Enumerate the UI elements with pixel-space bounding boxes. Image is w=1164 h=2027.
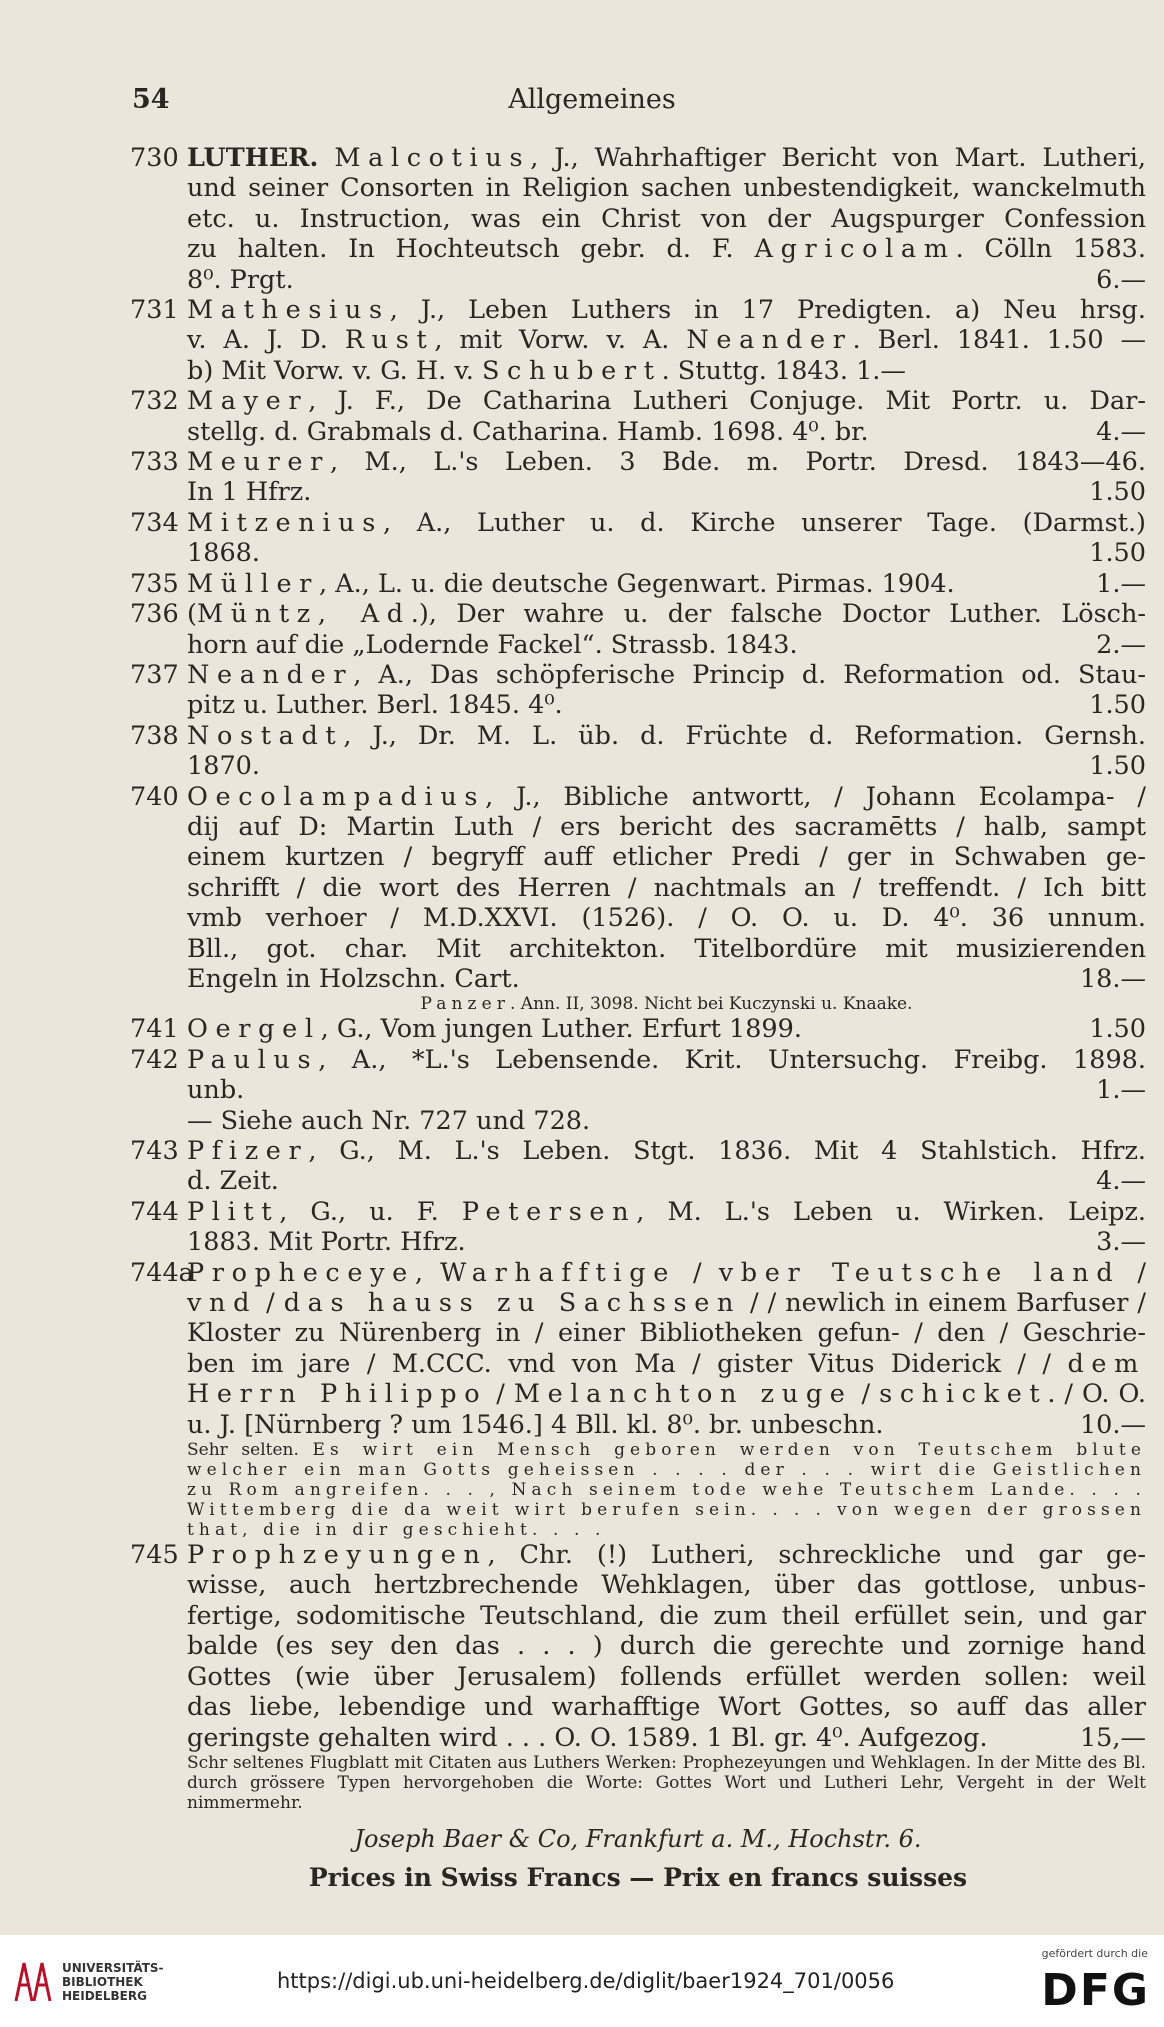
catalog-entry [130, 782, 1146, 995]
entry-last-line: 18.— Engeln in Holzschn. Cart. [187, 963, 1146, 994]
entry-price: 4.— [1096, 416, 1146, 447]
entry-last-line: 1.— unb. [187, 1075, 1146, 1106]
entry-line: Propheceye, Warhafftige / vber Teutsche land / [187, 1257, 1147, 1288]
funding-note: gefördert durch die [1041, 1947, 1148, 1960]
entry-last-line: 4.— stellg. d. Grabmals d. Catharina. Hamb. 1698. 4⁰. br. [187, 416, 1146, 447]
cross-reference: — Siehe auch Nr. 727 und 728. [187, 1105, 591, 1136]
entry-line: schrifft / die wort des Herren / nachtmals an / treffendt. / Ich bitt [187, 872, 1146, 903]
entry-number: 732 [130, 386, 179, 417]
entry-number: 730 [130, 143, 179, 173]
catalog-entry [130, 1045, 1146, 1136]
entry-number: 731 [130, 295, 179, 326]
entry-number: 743 [130, 1136, 179, 1166]
entry-price: 2.— [1096, 629, 1146, 660]
publisher-line: Joseph Baer & Co, Frankfurt a. M., Hochstr. 6. [354, 1824, 922, 1853]
entry-line: das liebe, lebendige und warhafftige Wort Gottes, so auff das aller [187, 1692, 1146, 1723]
entry-last-line: 6.— 8⁰. Prgt. [187, 264, 1146, 295]
entry-price: 6.— [1096, 264, 1146, 295]
entry-line: balde (es sey den das . . . ) durch die gerechte und zornige hand [187, 1631, 1146, 1662]
catalog-entry [130, 143, 1146, 295]
entry-last-line: 15,— geringste gehalten wird . . . O. O. 1589. 1 Bl. gr. 4⁰. Aufgezog. [187, 1722, 1146, 1753]
entry-line: Nostadt, J., Dr. M. L. üb. d. Früchte d. Reformation. Gernsh. [187, 720, 1146, 751]
entry-price: 15,— [1079, 1722, 1146, 1753]
entry-last-line: 3.— 1883. Mit Portr. Hfrz. [187, 1227, 1146, 1258]
entry-line: Oecolampadius, J., Bibliche antwortt, / Johann Ecolampa- / [187, 781, 1146, 812]
entry-line: Herrn Philippo / Melanchton zuge / schicket. / O. O. [187, 1379, 1146, 1410]
currency-note: Prices in Swiss Francs — Prix en francs suisses [308, 1862, 968, 1892]
catalog-entry [130, 1540, 1146, 1753]
entry-line: Plitt, G., u. F. Petersen, M. L.'s Leben u. Wirken. Leipz. [187, 1196, 1146, 1227]
entry-price: 1.— [1096, 1075, 1146, 1106]
catalog-entry [130, 569, 1146, 599]
entry-price: 1.50 [1089, 538, 1146, 569]
entry-line: Meurer, M., L.'s Leben. 3 Bde. m. Portr. Dresd. 1843—46. [187, 447, 1146, 478]
entry-line: Mitzenius, A., Luther u. d. Kirche unserer Tage. (Darmst.) [187, 507, 1146, 538]
catalog-entry [130, 386, 1146, 447]
entry-line: Gottes (wie über Jerusalem) follends erfüllet werden sollen: weil [187, 1661, 1146, 1692]
entry-number: 744a [130, 1257, 194, 1288]
entry-number: 736 [130, 599, 179, 630]
entry-number: 734 [130, 507, 179, 538]
entry-line: einem kurtzen / begryff auff etlicher Predi / ger in Schwaben ge- [187, 842, 1146, 873]
catalog-entry [130, 295, 1146, 386]
entry-price: 18.— [1079, 963, 1146, 994]
entry-number: 738 [130, 720, 179, 751]
entry-price: 10.— [1079, 1409, 1146, 1440]
entry-last-line: 1.50 In 1 Hfrz. [187, 477, 1146, 508]
entry-number: 737 [130, 659, 179, 690]
catalog-entry [130, 1014, 1146, 1044]
entry-last-line: 1.50 1870. [187, 751, 1146, 782]
entry-number: 733 [130, 447, 179, 478]
entry-price: 1.50 [1089, 1014, 1146, 1045]
entry-last-line: 1.— Müller, A., L. u. die deutsche Gegenwart. Pirmas. 1904. [187, 568, 1146, 599]
entry-price: 1.50 [1089, 751, 1146, 782]
entry-last-line: 10.— u. J. [Nürnberg ? um 1546.] 4 Bll. kl. 8⁰. br. unbeschn. [187, 1409, 1146, 1440]
entry-line: v. A. J. D. Rust, mit Vorw. v. A. Neander. Berl. 1841. 1.50 — [187, 325, 1147, 356]
entry-line: (Müntz, Ad.), Der wahre u. der falsche Doctor Luther. Lösch- [187, 599, 1146, 630]
entry-line: zu halten. In Hochteutsch gebr. d. F. Agricolam. Cölln 1583. [187, 234, 1147, 265]
entry-note: Panzer. Ann. II, 3098. Nicht bei Kuczynski u. Knaake. [420, 994, 913, 1015]
entry-line: Mayer, J. F., De Catharina Lutheri Conjuge. Mit Portr. u. Dar- [187, 386, 1146, 417]
entry-note: Schr seltenes Flugblatt mit Citaten aus Luthers Werken: Prophezeyungen und Wehklagen. In der Mitte des Bl. durch grössere Typen hervorgehoben die Worte: Gottes Wort und Lutheri Lehr, Vergeht in der Welt nimmermehr. [187, 1752, 1146, 1813]
entry-line: fertige, sodomitische Teutschland, die zum theil erfüllet sein, und gar [187, 1600, 1146, 1631]
entry-line: Mathesius, J., Leben Luthers in 17 Predigten. a) Neu hrsg. [187, 295, 1146, 326]
viewer-footer [0, 1935, 1164, 2027]
page-number: 54 [132, 84, 170, 115]
entry-last-line: b) Mit Vorw. v. G. H. v. Schubert. Stuttg. 1843. 1.— [187, 355, 906, 386]
entry-price: 1.— [1096, 568, 1146, 599]
university-library-logo-icon [10, 1957, 54, 2007]
entry-line: etc. u. Instruction, was ein Christ von der Augspurger Confession [187, 203, 1146, 234]
catalog-entry [130, 1258, 1146, 1440]
catalog-entry [130, 1197, 1146, 1258]
entry-note: Sehr selten. Es wirt ein Mensch geboren werden von Teutschem blute welcher ein man Gotts geheissen . . . . der . . . wirt die Geistlichen zu Rom angreifen. . . , Nach seinem tode wehe Teutschem Lande. . . . Wittemberg die da weit wirt berufen sein. . . . von wegen der grossen that, die in dir geschieht. . . . [187, 1440, 1146, 1541]
entry-line: Paulus, A., *L.'s Lebensende. Krit. Untersuchg. Freibg. 1898. [187, 1044, 1146, 1075]
entry-last-line: 1.50 1868. [187, 538, 1146, 569]
entry-last-line: 1.50 pitz u. Luther. Berl. 1845. 4⁰. [187, 690, 1146, 721]
entry-line: und seiner Consorten in Religion sachen unbestendigkeit, wanckelmuth [187, 173, 1146, 204]
catalog-entry [130, 721, 1146, 782]
library-name: UNIVERSITÄTS- BIBLIOTHEK HEIDELBERG [62, 1961, 164, 2003]
entry-line: vnd / das hauss zu Sachssen / / newlich in einem Barfuser / [187, 1288, 1146, 1319]
catalog-entry [130, 447, 1146, 508]
dfg-logo: DFG [1041, 1965, 1150, 2016]
entry-line: Neander, A., Das schöpferische Princip d. Reformation od. Stau- [187, 659, 1146, 690]
entry-line: ben im jare / M.CCC. vnd von Ma / gister Vitus Diderick / / dem [187, 1348, 1146, 1379]
entry-line: LUTHER. Malcotius, J., Wahrhaftiger Bericht von Mart. Lutheri, [187, 143, 1147, 173]
entry-line: Kloster zu Nürenberg in / einer Bibliotheken gefun- / den / Geschrie- [187, 1318, 1146, 1349]
entry-line: Pfizer, G., M. L.'s Leben. Stgt. 1836. Mit 4 Stahlstich. Hfrz. [187, 1136, 1146, 1166]
entry-price: 1.50 [1089, 477, 1146, 508]
entry-number: 742 [130, 1044, 179, 1075]
entry-last-line: 4.— d. Zeit. [187, 1166, 1146, 1197]
entry-line: dij auf D: Martin Luth / ers bericht des sacramētts / halb, sampt [187, 811, 1146, 842]
entry-line: Bll., got. char. Mit architekton. Titelbordüre mit musizierenden [187, 933, 1146, 964]
entry-last-line: 1.50 Oergel, G., Vom jungen Luther. Erfurt 1899. [187, 1014, 1146, 1045]
entry-last-line: 2.— horn auf die „Lodernde Fackel“. Strassb. 1843. [187, 629, 1146, 660]
entry-number: 745 [130, 1540, 179, 1571]
entry-line: Prophzeyungen, Chr. (!) Lutheri, schreckliche und gar ge- [187, 1540, 1146, 1571]
entry-price: 1.50 [1089, 690, 1146, 721]
catalog-entry [130, 1136, 1146, 1197]
catalog-entry [130, 599, 1146, 660]
catalog-entry [130, 508, 1146, 569]
entry-number: 740 [130, 781, 179, 812]
entry-price: 3.— [1096, 1227, 1146, 1258]
page-title: Allgemeines [508, 84, 676, 115]
entry-number: 744 [130, 1196, 179, 1227]
entry-line: wisse, auch hertzbrechende Wehklagen, über das gottlose, unbus- [187, 1570, 1146, 1601]
entry-number: 735 [130, 568, 179, 599]
catalog-entry [130, 660, 1146, 721]
page-header [132, 84, 1052, 124]
catalog-entries [130, 143, 1146, 1892]
permalink-url[interactable]: https://digi.ub.uni-heidelberg.de/diglit/baer1924_701/0056 [277, 1969, 895, 1993]
entry-price: 4.— [1096, 1166, 1146, 1197]
entry-number: 741 [130, 1014, 179, 1045]
entry-line: vmb verhoer / M.D.XXVI. (1526). / O. O. u. D. 4⁰. 36 unnum. [187, 903, 1146, 934]
